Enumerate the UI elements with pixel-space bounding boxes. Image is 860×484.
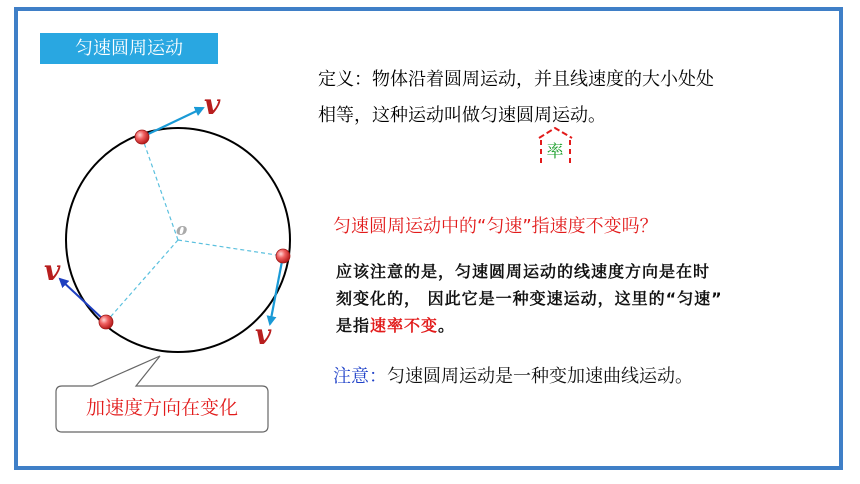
note-text (333, 362, 693, 388)
velocity-label-top: v (204, 88, 221, 121)
explanation-line-2: 刻变化的， 因此它是一种变速运动，这里的“匀速” (336, 289, 723, 308)
definition-line-1: 定义：物体沿着圆周运动，并且线速度的大小处处 (318, 69, 714, 90)
note-label: 注意： (333, 366, 387, 387)
rate-annotation: 率 (546, 142, 564, 162)
explanation-line-1: 应该注意的是，匀速圆周运动的线速度方向是在时 (336, 262, 711, 281)
definition-text (318, 62, 818, 134)
velocity-arrow-top (142, 108, 203, 137)
center-label: o (176, 220, 188, 240)
velocity-arrow-left (60, 279, 106, 322)
note-body: 匀速圆周运动是一种变加速曲线运动。 (387, 366, 693, 387)
explanation-text (336, 258, 826, 339)
particle-right (276, 249, 290, 263)
explanation-line-3 (336, 312, 826, 339)
explanation-prefix: 是指 (336, 316, 371, 335)
radius-line-left (106, 240, 178, 322)
velocity-arrow-right (270, 256, 283, 324)
radius-line-right (178, 240, 283, 256)
explanation-suffix: 。 (438, 316, 456, 335)
particle-top (135, 130, 149, 144)
explanation-highlight: 速率不变 (370, 316, 439, 335)
velocity-label-left: v (44, 254, 61, 287)
radius-line-top (142, 137, 178, 240)
definition-line-2: 相等，这种运动叫做匀速圆周运动。 (318, 105, 606, 126)
callout-text: 加速度方向在变化 (85, 397, 238, 419)
velocity-label-right: v (255, 318, 272, 351)
particle-left (99, 315, 113, 329)
slide-title: 匀速圆周运动 (40, 33, 218, 64)
question-text: 匀速圆周运动中的“匀速”指速度不变吗？ (333, 216, 658, 237)
